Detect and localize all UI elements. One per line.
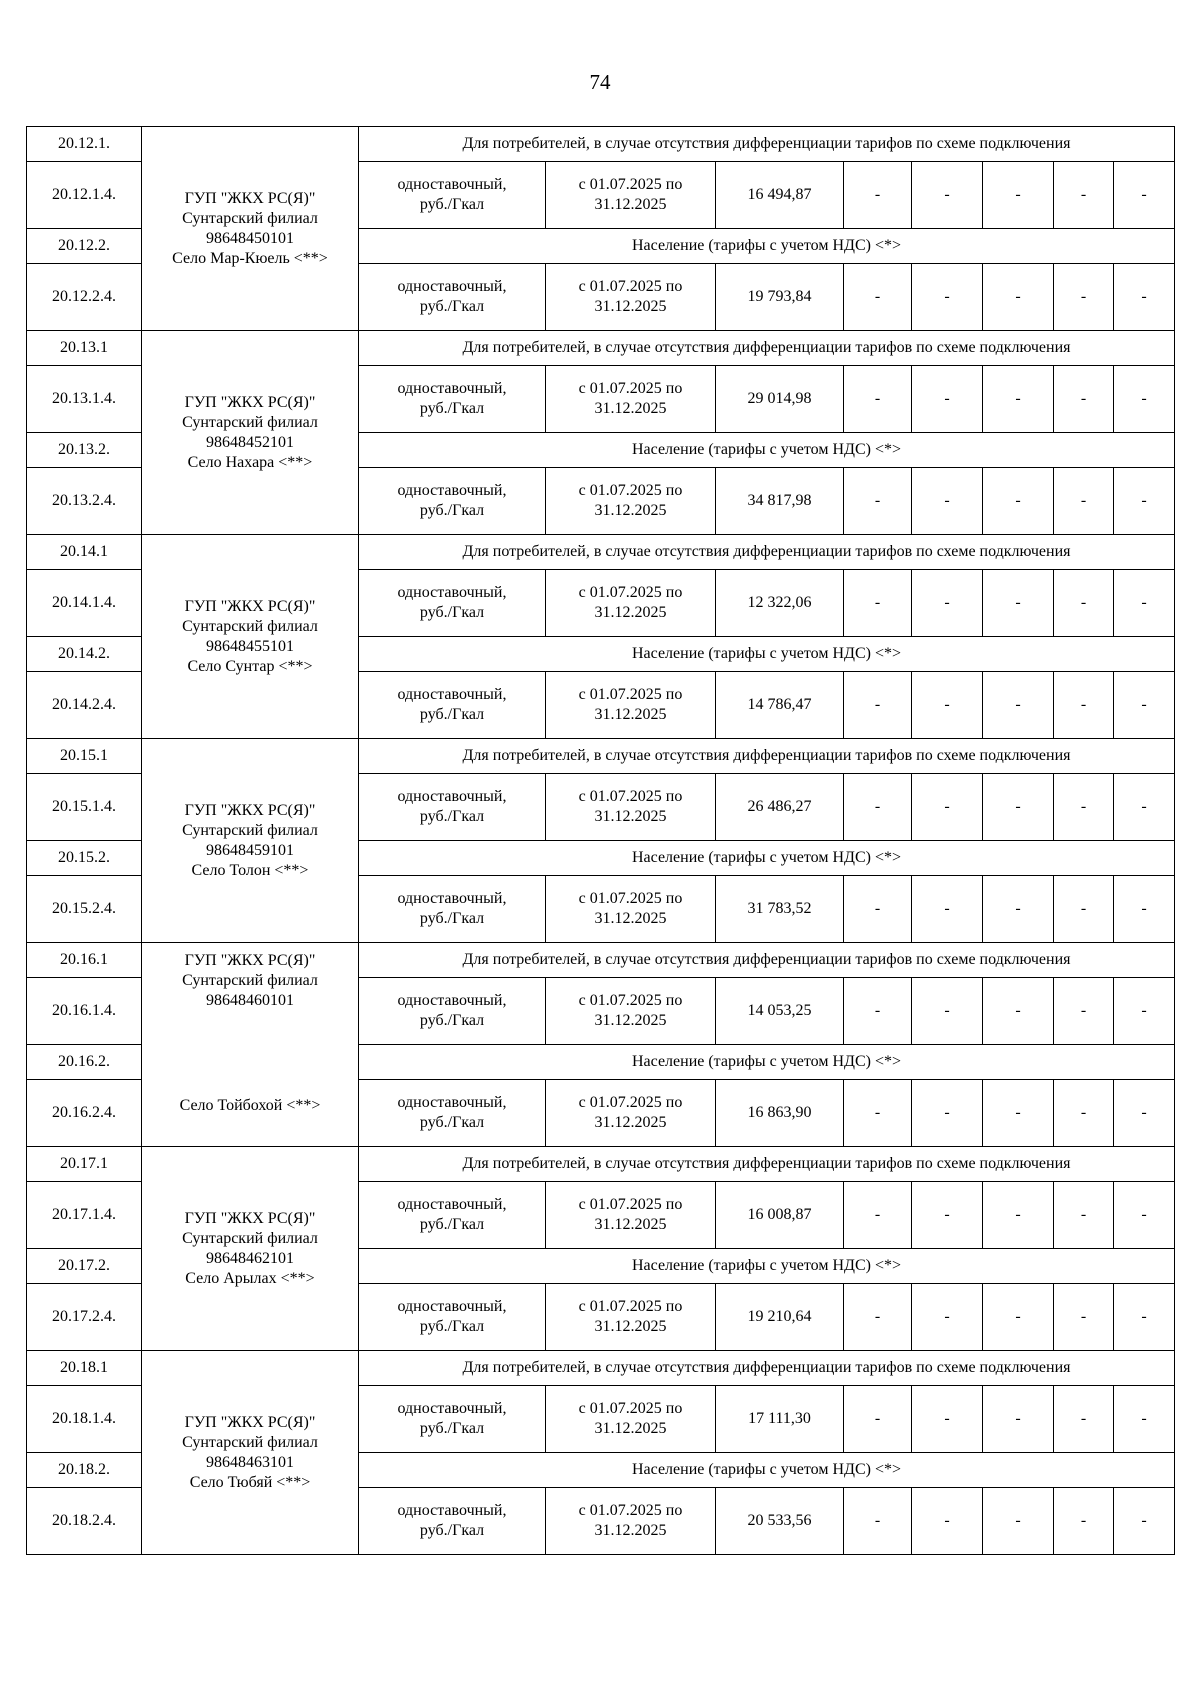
empty-value-dash: - — [983, 264, 1054, 331]
empty-value-dash: - — [844, 978, 912, 1045]
group-header-consumers: Для потребителей, в случае отсутствия дифференциации тарифов по схеме подключения — [359, 943, 1175, 978]
tariff-unit: одноставочный, руб./Гкал — [359, 570, 546, 637]
tariff-unit: одноставочный, руб./Гкал — [359, 1488, 546, 1555]
empty-value-dash: - — [983, 978, 1054, 1045]
empty-value-dash: - — [1054, 366, 1114, 433]
row-id: 20.17.1 — [27, 1147, 142, 1182]
empty-value-dash: - — [912, 1284, 983, 1351]
table-row — [27, 331, 1175, 366]
tariff-value: 14 053,25 — [716, 978, 844, 1045]
tariff-period: с 01.07.2025 по 31.12.2025 — [546, 1182, 716, 1249]
empty-value-dash: - — [912, 876, 983, 943]
row-id: 20.18.1 — [27, 1351, 142, 1386]
tariff-unit: одноставочный, руб./Гкал — [359, 366, 546, 433]
row-id: 20.13.1.4. — [27, 366, 142, 433]
tariff-period: с 01.07.2025 по 31.12.2025 — [546, 876, 716, 943]
row-id: 20.17.2.4. — [27, 1284, 142, 1351]
tariff-unit: одноставочный, руб./Гкал — [359, 162, 546, 229]
organization-cell: ГУП "ЖКХ РС(Я)" Сунтарский филиал 98648463101 Село Тюбяй <**> — [142, 1351, 359, 1555]
group-header-consumers: Для потребителей, в случае отсутствия дифференциации тарифов по схеме подключения — [359, 331, 1175, 366]
empty-value-dash: - — [1114, 1488, 1175, 1555]
tariff-period: с 01.07.2025 по 31.12.2025 — [546, 1080, 716, 1147]
organization-cell: ГУП "ЖКХ РС(Я)" Сунтарский филиал 98648450101 Село Мар-Кюель <**> — [142, 127, 359, 331]
empty-value-dash: - — [1114, 1182, 1175, 1249]
organization-cell — [142, 943, 359, 1147]
empty-value-dash: - — [1114, 264, 1175, 331]
empty-value-dash: - — [844, 1182, 912, 1249]
row-id: 20.18.1.4. — [27, 1386, 142, 1453]
empty-value-dash: - — [1054, 1488, 1114, 1555]
row-id: 20.12.1.4. — [27, 162, 142, 229]
tariff-value: 20 533,56 — [716, 1488, 844, 1555]
tariff-value: 31 783,52 — [716, 876, 844, 943]
empty-value-dash: - — [1114, 774, 1175, 841]
tariff-unit: одноставочный, руб./Гкал — [359, 1182, 546, 1249]
organization-cell: ГУП "ЖКХ РС(Я)" Сунтарский филиал 98648455101 Село Сунтар <**> — [142, 535, 359, 739]
tariff-unit: одноставочный, руб./Гкал — [359, 1080, 546, 1147]
empty-value-dash: - — [1114, 468, 1175, 535]
empty-value-dash: - — [844, 366, 912, 433]
group-header-consumers: Для потребителей, в случае отсутствия дифференциации тарифов по схеме подключения — [359, 739, 1175, 774]
empty-value-dash: - — [912, 162, 983, 229]
tariff-value: 16 863,90 — [716, 1080, 844, 1147]
empty-value-dash: - — [1054, 1182, 1114, 1249]
empty-value-dash: - — [983, 1284, 1054, 1351]
empty-value-dash: - — [844, 672, 912, 739]
row-id: 20.12.1. — [27, 127, 142, 162]
tariff-unit: одноставочный, руб./Гкал — [359, 1386, 546, 1453]
tariff-period: с 01.07.2025 по 31.12.2025 — [546, 162, 716, 229]
row-id: 20.15.1 — [27, 739, 142, 774]
row-id: 20.14.2.4. — [27, 672, 142, 739]
tariff-period: с 01.07.2025 по 31.12.2025 — [546, 468, 716, 535]
row-id: 20.14.2. — [27, 637, 142, 672]
row-id: 20.12.2.4. — [27, 264, 142, 331]
tariff-unit: одноставочный, руб./Гкал — [359, 468, 546, 535]
group-header-population: Население (тарифы с учетом НДС) <*> — [359, 1249, 1175, 1284]
row-id: 20.18.2. — [27, 1453, 142, 1488]
organization-cell: ГУП "ЖКХ РС(Я)" Сунтарский филиал 98648462101 Село Арылах <**> — [142, 1147, 359, 1351]
empty-value-dash: - — [844, 1284, 912, 1351]
row-id: 20.15.2.4. — [27, 876, 142, 943]
tariff-period: с 01.07.2025 по 31.12.2025 — [546, 1488, 716, 1555]
tariff-value: 29 014,98 — [716, 366, 844, 433]
empty-value-dash: - — [1054, 1080, 1114, 1147]
empty-value-dash: - — [912, 366, 983, 433]
group-header-consumers: Для потребителей, в случае отсутствия дифференциации тарифов по схеме подключения — [359, 1351, 1175, 1386]
group-header-population: Население (тарифы с учетом НДС) <*> — [359, 433, 1175, 468]
empty-value-dash: - — [844, 162, 912, 229]
empty-value-dash: - — [1054, 264, 1114, 331]
empty-value-dash: - — [1054, 978, 1114, 1045]
tariff-period: с 01.07.2025 по 31.12.2025 — [546, 978, 716, 1045]
tariff-value: 16 494,87 — [716, 162, 844, 229]
tariff-value: 19 793,84 — [716, 264, 844, 331]
table-row — [27, 943, 1175, 978]
empty-value-dash: - — [912, 264, 983, 331]
tariff-value: 17 111,30 — [716, 1386, 844, 1453]
empty-value-dash: - — [1114, 1080, 1175, 1147]
empty-value-dash: - — [983, 774, 1054, 841]
organization-name: ГУП "ЖКХ РС(Я)" Сунтарский филиал 98648460101 — [182, 952, 318, 1009]
row-id: 20.13.2.4. — [27, 468, 142, 535]
page-number: 74 — [589, 70, 611, 94]
empty-value-dash: - — [983, 1488, 1054, 1555]
empty-value-dash: - — [1114, 366, 1175, 433]
tariff-value: 19 210,64 — [716, 1284, 844, 1351]
empty-value-dash: - — [912, 774, 983, 841]
empty-value-dash: - — [1054, 774, 1114, 841]
empty-value-dash: - — [983, 366, 1054, 433]
organization-cell: ГУП "ЖКХ РС(Я)" Сунтарский филиал 98648459101 Село Толон <**> — [142, 739, 359, 943]
empty-value-dash: - — [1114, 162, 1175, 229]
empty-value-dash: - — [983, 162, 1054, 229]
tariff-period: с 01.07.2025 по 31.12.2025 — [546, 1386, 716, 1453]
tariff-period: с 01.07.2025 по 31.12.2025 — [546, 672, 716, 739]
empty-value-dash: - — [1054, 468, 1114, 535]
settlement-name: Село Тойбохой <**> — [179, 1097, 321, 1114]
row-id: 20.13.1 — [27, 331, 142, 366]
row-id: 20.13.2. — [27, 433, 142, 468]
tariff-period: с 01.07.2025 по 31.12.2025 — [546, 774, 716, 841]
empty-value-dash: - — [844, 876, 912, 943]
empty-value-dash: - — [844, 468, 912, 535]
empty-value-dash: - — [983, 672, 1054, 739]
empty-value-dash: - — [912, 1080, 983, 1147]
empty-value-dash: - — [844, 570, 912, 637]
empty-value-dash: - — [912, 1488, 983, 1555]
empty-value-dash: - — [983, 570, 1054, 637]
row-id: 20.17.1.4. — [27, 1182, 142, 1249]
empty-value-dash: - — [983, 1182, 1054, 1249]
group-header-consumers: Для потребителей, в случае отсутствия дифференциации тарифов по схеме подключения — [359, 535, 1175, 570]
table-row — [27, 1351, 1175, 1386]
row-id: 20.16.1 — [27, 943, 142, 978]
table-row — [27, 739, 1175, 774]
empty-value-dash: - — [912, 978, 983, 1045]
empty-value-dash: - — [983, 1080, 1054, 1147]
empty-value-dash: - — [844, 1386, 912, 1453]
tariff-value: 14 786,47 — [716, 672, 844, 739]
empty-value-dash: - — [844, 774, 912, 841]
empty-value-dash: - — [844, 264, 912, 331]
tariff-unit: одноставочный, руб./Гкал — [359, 1284, 546, 1351]
empty-value-dash: - — [1114, 672, 1175, 739]
group-header-population: Население (тарифы с учетом НДС) <*> — [359, 637, 1175, 672]
table-row — [27, 127, 1175, 162]
group-header-population: Население (тарифы с учетом НДС) <*> — [359, 1045, 1175, 1080]
empty-value-dash: - — [1114, 1284, 1175, 1351]
row-id: 20.14.1.4. — [27, 570, 142, 637]
tariff-value: 34 817,98 — [716, 468, 844, 535]
group-header-consumers: Для потребителей, в случае отсутствия дифференциации тарифов по схеме подключения — [359, 127, 1175, 162]
row-id: 20.16.1.4. — [27, 978, 142, 1045]
tariff-unit: одноставочный, руб./Гкал — [359, 978, 546, 1045]
row-id: 20.15.2. — [27, 841, 142, 876]
group-header-population: Население (тарифы с учетом НДС) <*> — [359, 1453, 1175, 1488]
empty-value-dash: - — [983, 468, 1054, 535]
empty-value-dash: - — [912, 1182, 983, 1249]
empty-value-dash: - — [844, 1080, 912, 1147]
table-row — [27, 535, 1175, 570]
tariff-value: 12 322,06 — [716, 570, 844, 637]
row-id: 20.16.2. — [27, 1045, 142, 1080]
tariff-period: с 01.07.2025 по 31.12.2025 — [546, 366, 716, 433]
organization-cell: ГУП "ЖКХ РС(Я)" Сунтарский филиал 98648452101 Село Нахара <**> — [142, 331, 359, 535]
empty-value-dash: - — [1054, 570, 1114, 637]
tariff-period: с 01.07.2025 по 31.12.2025 — [546, 264, 716, 331]
empty-value-dash: - — [1054, 1386, 1114, 1453]
empty-value-dash: - — [1054, 672, 1114, 739]
tariff-unit: одноставочный, руб./Гкал — [359, 774, 546, 841]
row-id: 20.15.1.4. — [27, 774, 142, 841]
empty-value-dash: - — [844, 1488, 912, 1555]
row-id: 20.16.2.4. — [27, 1080, 142, 1147]
group-header-population: Население (тарифы с учетом НДС) <*> — [359, 229, 1175, 264]
row-id: 20.18.2.4. — [27, 1488, 142, 1555]
empty-value-dash: - — [1114, 876, 1175, 943]
table-row — [27, 1147, 1175, 1182]
row-id: 20.12.2. — [27, 229, 142, 264]
tariff-unit: одноставочный, руб./Гкал — [359, 264, 546, 331]
empty-value-dash: - — [912, 570, 983, 637]
empty-value-dash: - — [983, 876, 1054, 943]
empty-value-dash: - — [1054, 876, 1114, 943]
empty-value-dash: - — [1054, 162, 1114, 229]
empty-value-dash: - — [912, 672, 983, 739]
row-id: 20.14.1 — [27, 535, 142, 570]
empty-value-dash: - — [1054, 1284, 1114, 1351]
empty-value-dash: - — [912, 468, 983, 535]
group-header-consumers: Для потребителей, в случае отсутствия дифференциации тарифов по схеме подключения — [359, 1147, 1175, 1182]
empty-value-dash: - — [1114, 570, 1175, 637]
table-body — [27, 127, 1175, 1555]
empty-value-dash: - — [912, 1386, 983, 1453]
tariff-period: с 01.07.2025 по 31.12.2025 — [546, 1284, 716, 1351]
empty-value-dash: - — [1114, 1386, 1175, 1453]
tariff-value: 26 486,27 — [716, 774, 844, 841]
tariff-value: 16 008,87 — [716, 1182, 844, 1249]
tariff-period: с 01.07.2025 по 31.12.2025 — [546, 570, 716, 637]
tariff-unit: одноставочный, руб./Гкал — [359, 672, 546, 739]
tariff-table — [26, 126, 1175, 1555]
empty-value-dash: - — [1114, 978, 1175, 1045]
tariff-unit: одноставочный, руб./Гкал — [359, 876, 546, 943]
group-header-population: Население (тарифы с учетом НДС) <*> — [359, 841, 1175, 876]
empty-value-dash: - — [983, 1386, 1054, 1453]
row-id: 20.17.2. — [27, 1249, 142, 1284]
